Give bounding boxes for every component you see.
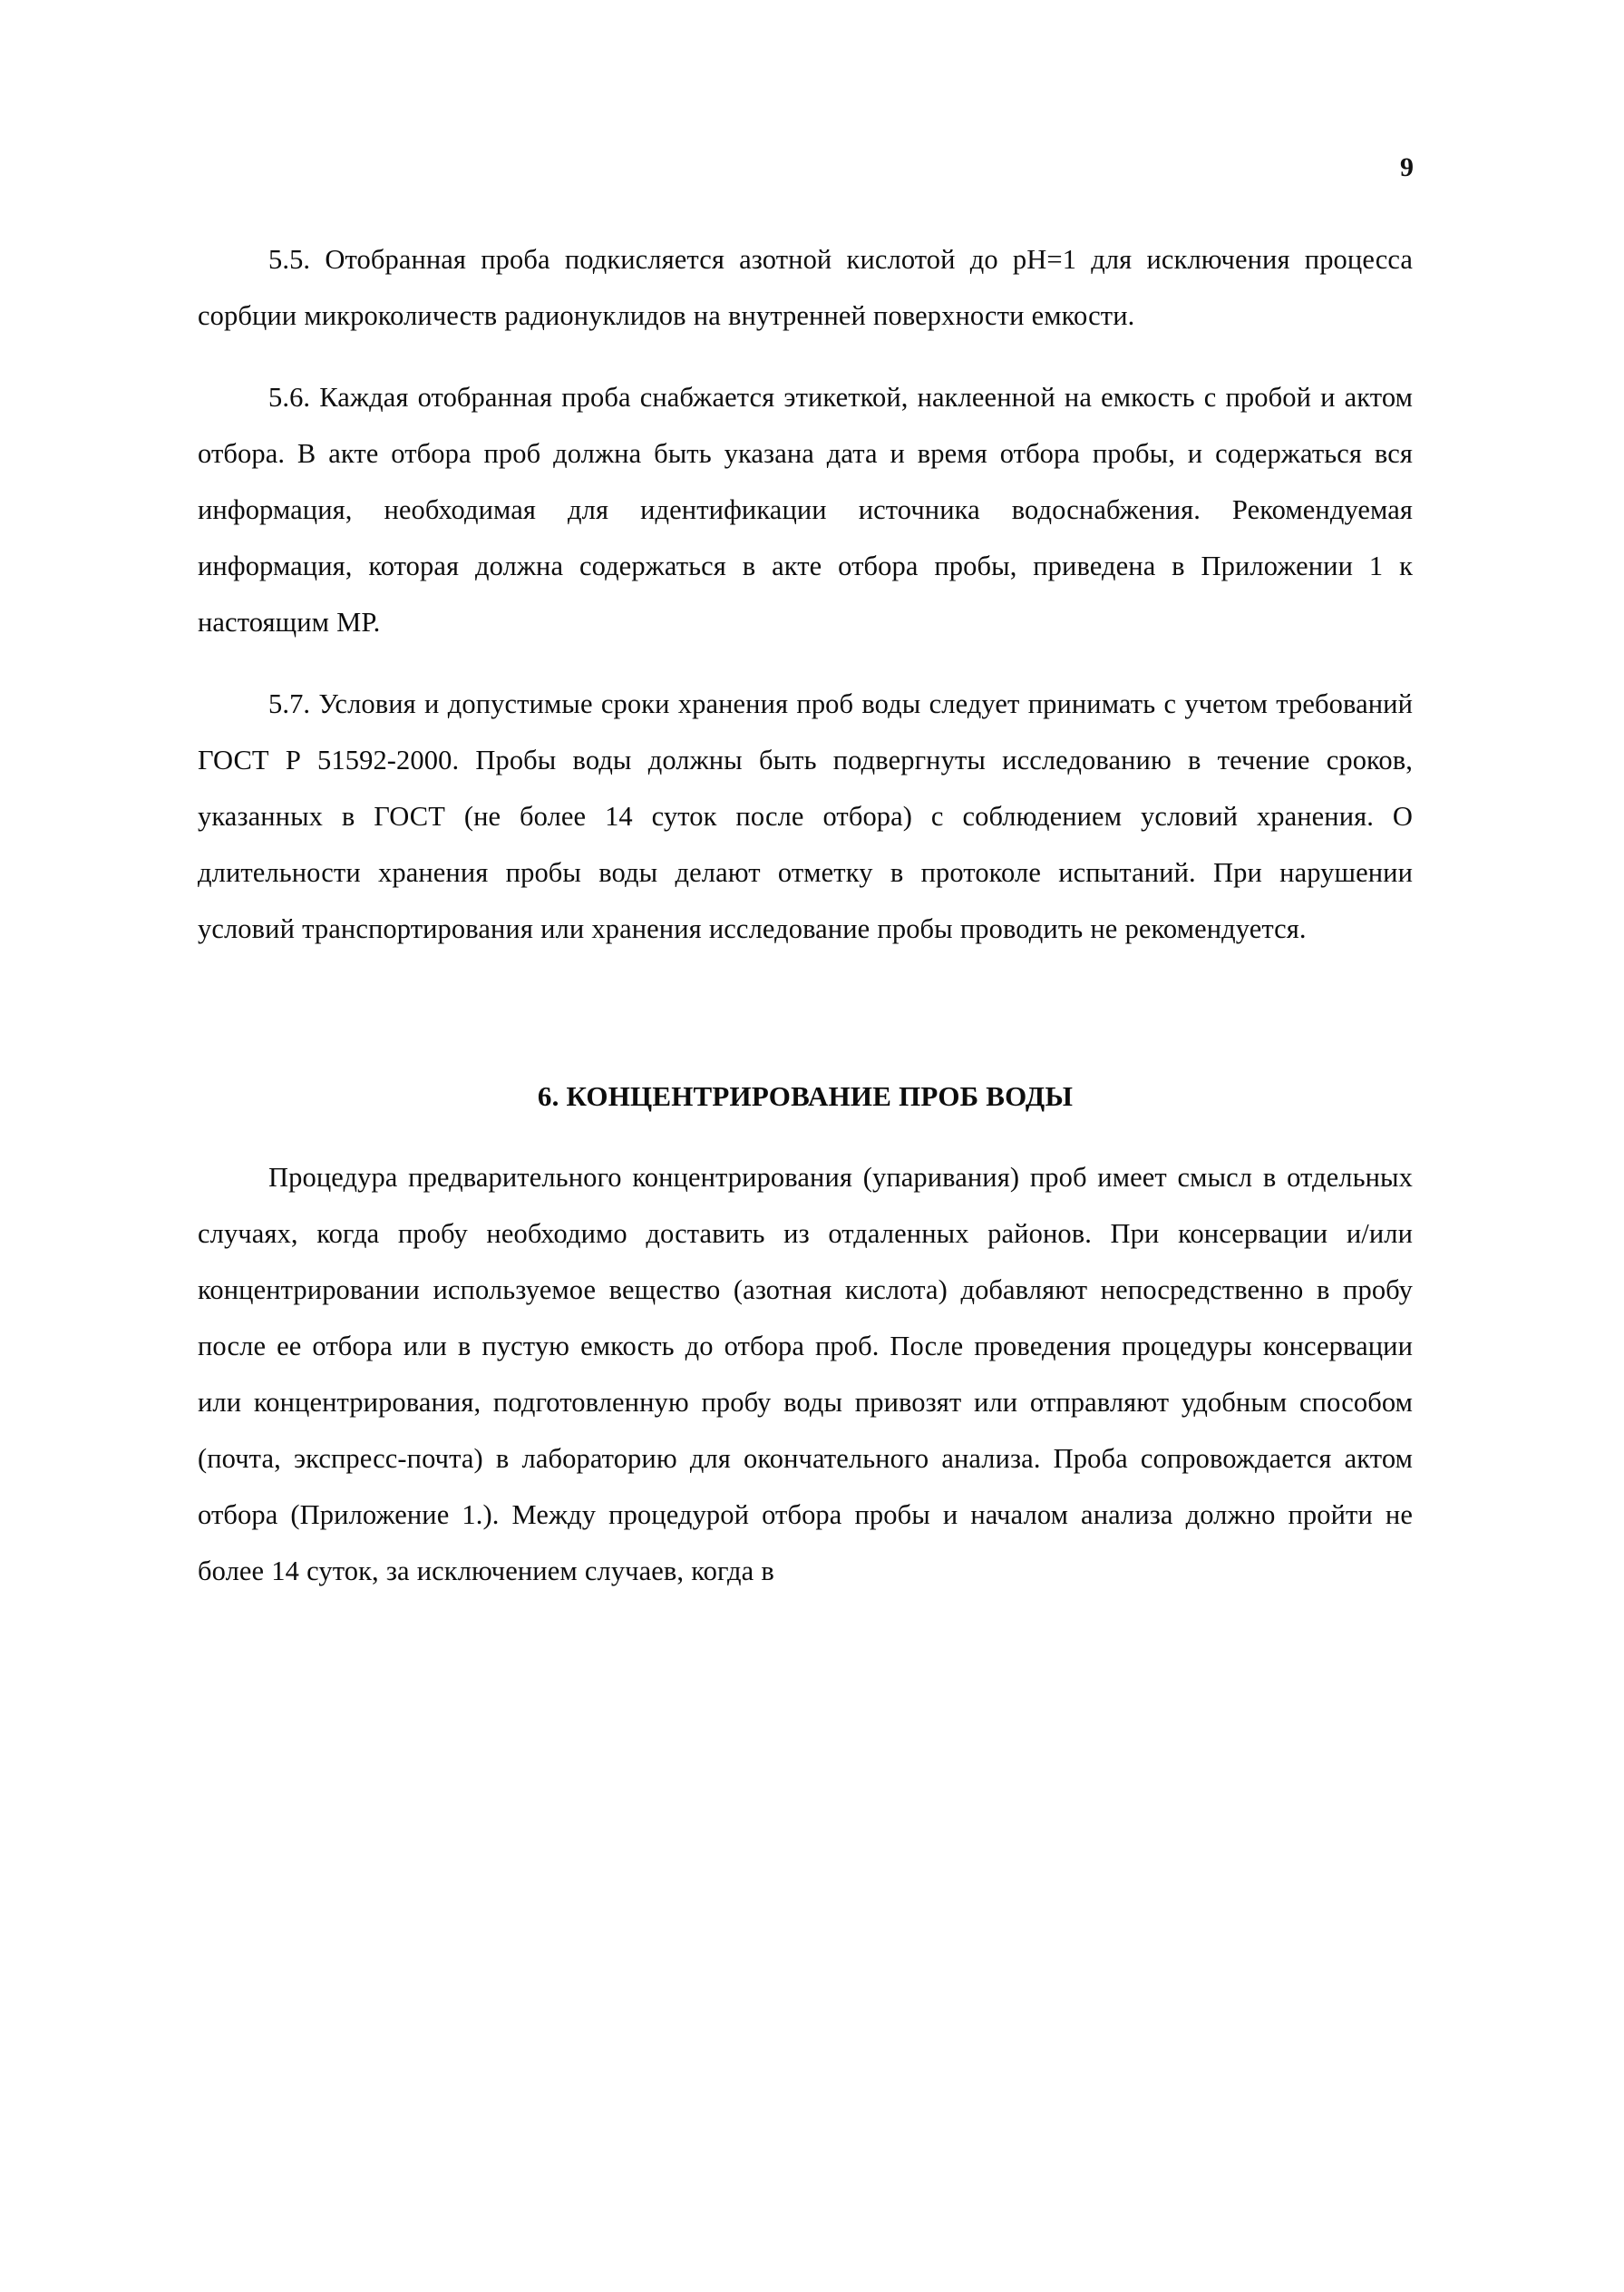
paragraph-5-5 [198, 231, 1413, 344]
paragraph-6-1 [198, 1149, 1413, 1599]
paragraph-text: 5.5. Отобранная проба подкисляется азотной кислотой до pH=1 для исключения процесса сорбции микроколичеств радионуклидов на внутренней поверхности емкости. [198, 244, 1413, 331]
section-spacer [198, 982, 1413, 1013]
paragraph-text: Процедура предварительного концентрирования (упаривания) проб имеет смысл в отдельных случаях, когда пробу необходимо доставить из отдаленных районов. При консервации и/или концентрировании используемое вещество (азотная кислота) добавляют непосредственно в пробу после ее отбора или в пустую емкость до отбора проб. После проведения процедуры консервации или концентрирования, подготовленную пробу воды привозят или отправляют удобным способом (почта, экспресс-почта) в лабораторию для окончательного анализа. Проба сопровождается актом отбора (Приложение 1.). Между процедурой отбора пробы и началом анализа должно пройти не более 14 суток, за исключением случаев, когда в [198, 1162, 1413, 1586]
page-body [198, 231, 1413, 1599]
section-heading: 6. КОНЦЕНТРИРОВАНИЕ ПРОБ ВОДЫ [537, 1080, 1074, 1112]
page-number: 9 [1400, 152, 1414, 182]
paragraph-5-7 [198, 676, 1413, 957]
paragraph-text: 5.7. Условия и допустимые сроки хранения проб воды следует принимать с учетом требований ГОСТ Р 51592-2000. Пробы воды должны быть подвергнуты исследованию в течение сроков, указанных в ГОСТ (не более 14 суток после отбора) с соблюдением условий хранения. О длительности хранения пробы воды делают отметку в протоколе испытаний. При нарушении условий транспортирования или хранения исследование пробы проводить не рекомендуется. [198, 688, 1413, 944]
paragraph-5-6 [198, 369, 1413, 650]
paragraph-text: 5.6. Каждая отобранная проба снабжается этикеткой, наклеенной на емкость с пробой и актом отбора. В акте отбора проб должна быть указана дата и время отбора пробы, и содержаться вся информация, необходимая для идентификации источника водоснабжения. Рекомендуемая информация, которая должна содержаться в акте отбора пробы, приведена в Приложении 1 к настоящим МР. [198, 382, 1413, 638]
